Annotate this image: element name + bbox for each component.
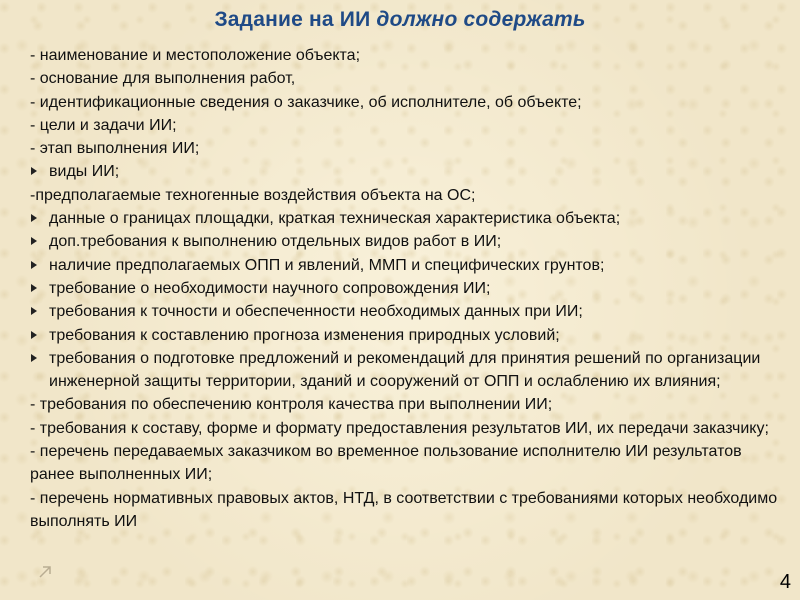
list-item: - перечень нормативных правовых актов, НТД, в соответствии с требованиями которых необходимо выполнять ИИ <box>30 489 778 530</box>
list-item: требования о подготовке предложений и рекомендаций для принятия решений по организации инженерной защиты территории, зданий и сооружений от ОПП и ослаблению их влияния; <box>30 347 782 394</box>
list-item: наличие предполагаемых ОПП и явлений, ММП и специфических грунтов; <box>30 254 782 277</box>
list-item: требования к составлению прогноза изменения природных условий; <box>30 324 782 347</box>
title-emphasis: должно содержать <box>376 8 586 31</box>
list-item: - идентификационные сведения о заказчике, об исполнителе, об объекте; <box>30 93 582 111</box>
list-item: - основание для выполнения работ, <box>30 70 296 88</box>
list-item: - наименование и местоположение объекта; <box>30 47 361 64</box>
list-item: - перечень передаваемых заказчиком во временное пользование исполнителю ИИ результатов ранее выполненных ИИ; <box>30 443 742 484</box>
list-item: требования к точности и обеспеченности необходимых данных при ИИ; <box>30 300 782 323</box>
list-item: -предполагаемые техногенные воздействия объекта на ОС; <box>30 186 476 204</box>
list-item: требование о необходимости научного сопровождения ИИ; <box>30 277 782 300</box>
arrow-icon[interactable] <box>39 566 51 578</box>
page-number: 4 <box>779 571 791 593</box>
title-text: Задание на ИИ <box>214 8 371 31</box>
slide-title <box>0 8 800 32</box>
list-item: - цели и задачи ИИ; <box>30 116 177 134</box>
list-item: - требования к составу, форме и формату предоставления результатов ИИ, их передачи заказчику; <box>30 419 769 437</box>
list-item: доп.требования к выполнению отдельных видов работ в ИИ; <box>30 230 782 253</box>
list-item: виды ИИ; <box>30 160 782 183</box>
requirements-list <box>30 44 782 533</box>
list-item: - этап выполнения ИИ; <box>30 140 200 158</box>
list-item: - требования по обеспечению контроля качества при выполнении ИИ; <box>30 396 553 414</box>
list-item: данные о границах площадки, краткая техническая характеристика объекта; <box>30 207 782 230</box>
